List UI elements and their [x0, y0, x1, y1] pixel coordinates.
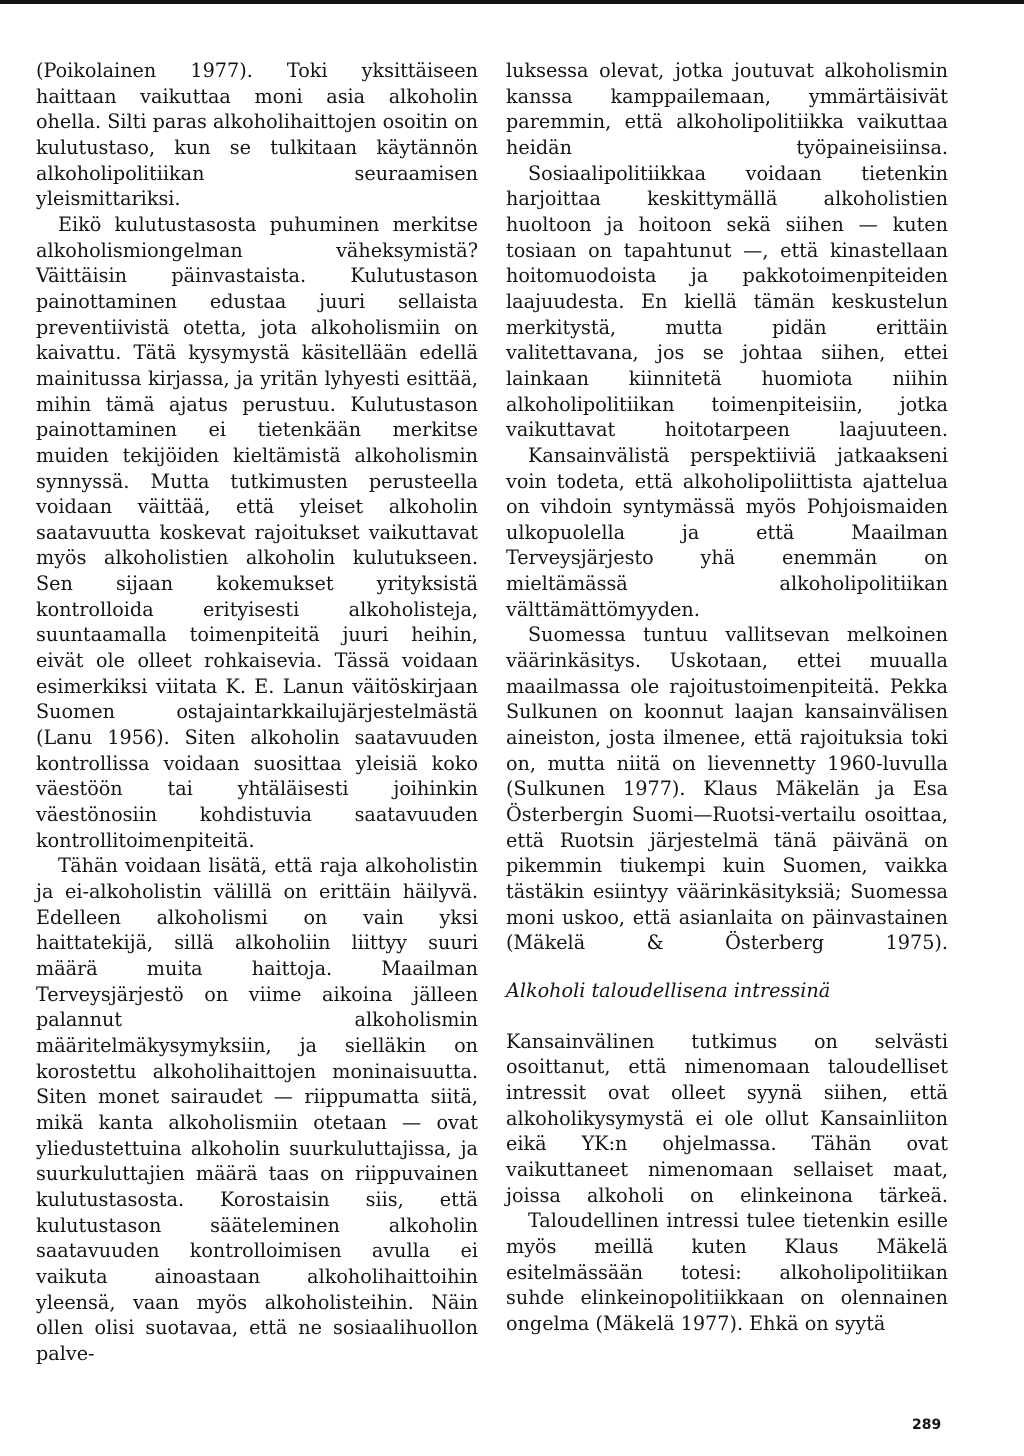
paragraph: Suomessa tuntuu vallitsevan melkoinen väärinkäsitys. Uskotaan, ettei muualla maailmassa ole rajoitustoimenpiteitä. Pekka Sulkunen on koonnut laajan kansainvälisen aineiston, josta ilmenee, että rajoituksia toki on, mutta niitä on lievennetty 1960-luvulla (Sulkunen 1977). Klaus Mäkelän ja Esa Österbergin Suomi—Ruotsi-vertailu osoittaa, että Ruotsin järjestelmä tänä päivänä on pikemmin tiukempi kuin Suomen, vaikka tästäkin esiintyy väärinkäsityksiä; Suomessa moni uskoo, että asianlaita on päinvastainen (Mäkelä & Österberg 1975).	[506, 623, 948, 955]
section-heading: Alkoholi taloudellisena intressinä	[506, 978, 831, 1002]
paragraph: Tähän voidaan lisätä, että raja alkoholistin ja ei-alkoholistin välillä on erittäin häilyvä. Edelleen alkoholismi on vain yksi haittatekijä, sillä alkoholiin liittyy suuri määrä muita haittoja. Maailman Terveysjärjestö on viime aikoina jälleen palannut alkoholismin määritelmäkysymyksiin, ja sielläkin on korostettu alkoholihaittojen moninaisuutta. Siten monet sairaudet — riippumatta siitä, mikä kanta alkoholismiin otetaan — ovat yliedustettuina alkoholin suurkuluttajissa, ja suurkuluttajien määrä taas on riippuvainen kulutustasosta. Korostaisin siis, että kulutustason sääteleminen alkoholin saatavuuden kontrolloimisen avulla ei vaikuta ainoastaan alkoholihaittoihin yleensä, vaan myös alkoholisteihin. Näin ollen olisi suotavaa, että ne sosiaalihuollon palve-	[36, 854, 478, 1365]
paragraph: Kansainvälinen tutkimus on selvästi osoittanut, että nimenomaan taloudelliset intressit ovat olleet syynä siihen, että alkoholikysymystä ei ole ollut Kansainliiton eikä YK:n ohjelmassa. Tähän ovat vaikuttaneet nimenomaan sellaiset maat, joissa alkoholi on elinkeinona tärkeä.	[506, 1029, 948, 1207]
paragraph: Eikö kulutustasosta puhuminen merkitse alkoholismiongelman väheksymistä? Väittäisin päinvastaista. Kulutustason painottaminen edustaa juuri sellaista preventiivistä otetta, jota alkoholismiin on kaivattu. Tätä kysymystä käsitellään edellä mainitussa kirjassa, ja yritän lyhyesti esittää, mihin tämä ajatus perustuu. Kulutustason painottaminen ei tietenkään merkitse muiden tekijöiden kieltämistä alkoholismin synnyssä. Mutta tutkimusten perusteella voidaan väittää, että yleiset alkoholin saatavuutta koskevat rajoitukset vaikuttavat myös alkoholistien alkoholin kulutukseen. Sen sijaan kokemukset yrityksistä kontrolloida erityisesti alkoholisteja, suuntaamalla toimenpiteitä juuri heihin, eivät ole olleet rohkaisevia. Tässä voidaan esimerkiksi viitata K. E. Lanun väitöskirjaan Suomen ostajaintarkkailujärjestelmästä (Lanu 1956). Siten alkoholin saatavuuden kontrollissa voidaan suosittaa yleisiä koko väestöön tai yhtäläisesti joihinkin väestönosiin kohdistuvia saatavuuden kontrollitoimenpiteitä.	[36, 212, 478, 852]
paragraph: Sosiaalipolitiikkaa voidaan tietenkin harjoittaa keskittymällä alkoholistien huoltoon ja hoitoon sekä siihen — kuten tosiaan on tapahtunut —, että kinastellaan hoitomuodoista ja pakkotoimenpiteiden laajuudesta. En kiellä tämän keskustelun merkitystä, mutta pidän erittäin valitettavana, jos se johtaa siihen, ettei lainkaan kiinnitetä huomiota niihin alkoholipolitiikan toimenpiteisiin, jotka vaikuttavat hoitotarpeen laajuuteen.	[506, 161, 948, 442]
top-border-rule	[0, 0, 1024, 4]
paragraph: (Poikolainen 1977). Toki yksittäiseen haittaan vaikuttaa moni asia alkoholin ohella. Silti paras alkoholihaittojen osoitin on kulutustaso, kun se tulkitaan käytännön alkoholipolitiikan seuraamisen yleismittariksi.	[36, 59, 478, 211]
paragraph: luksessa olevat, jotka joutuvat alkoholismin kanssa kamppailemaan, ymmärtäisivät paremmin, että alkoholipolitiikka vaikuttaa heidän työpaineisiinsa.	[506, 59, 948, 159]
left-column	[36, 58, 478, 1366]
paragraph: Kansainvälistä perspektiiviä jatkaakseni voin todeta, että alkoholipoliittista ajattelua on vihdoin syntymässä myös Pohjoismaiden ulkopuolella ja että Maailman Terveysjärjesto yhä enemmän on mieltämässä alkoholipolitiikan välttämättömyyden.	[506, 443, 948, 621]
page-number: 289	[912, 1417, 942, 1433]
right-column	[506, 58, 948, 1337]
paragraph: Taloudellinen intressi tulee tietenkin esille myös meillä kuten Klaus Mäkelä esitelmässään totesi: alkoholipolitiikan suhde elinkeinopolitiikkaan on olennainen ongelma (Mäkelä 1977). Ehkä on syytä	[506, 1209, 948, 1335]
